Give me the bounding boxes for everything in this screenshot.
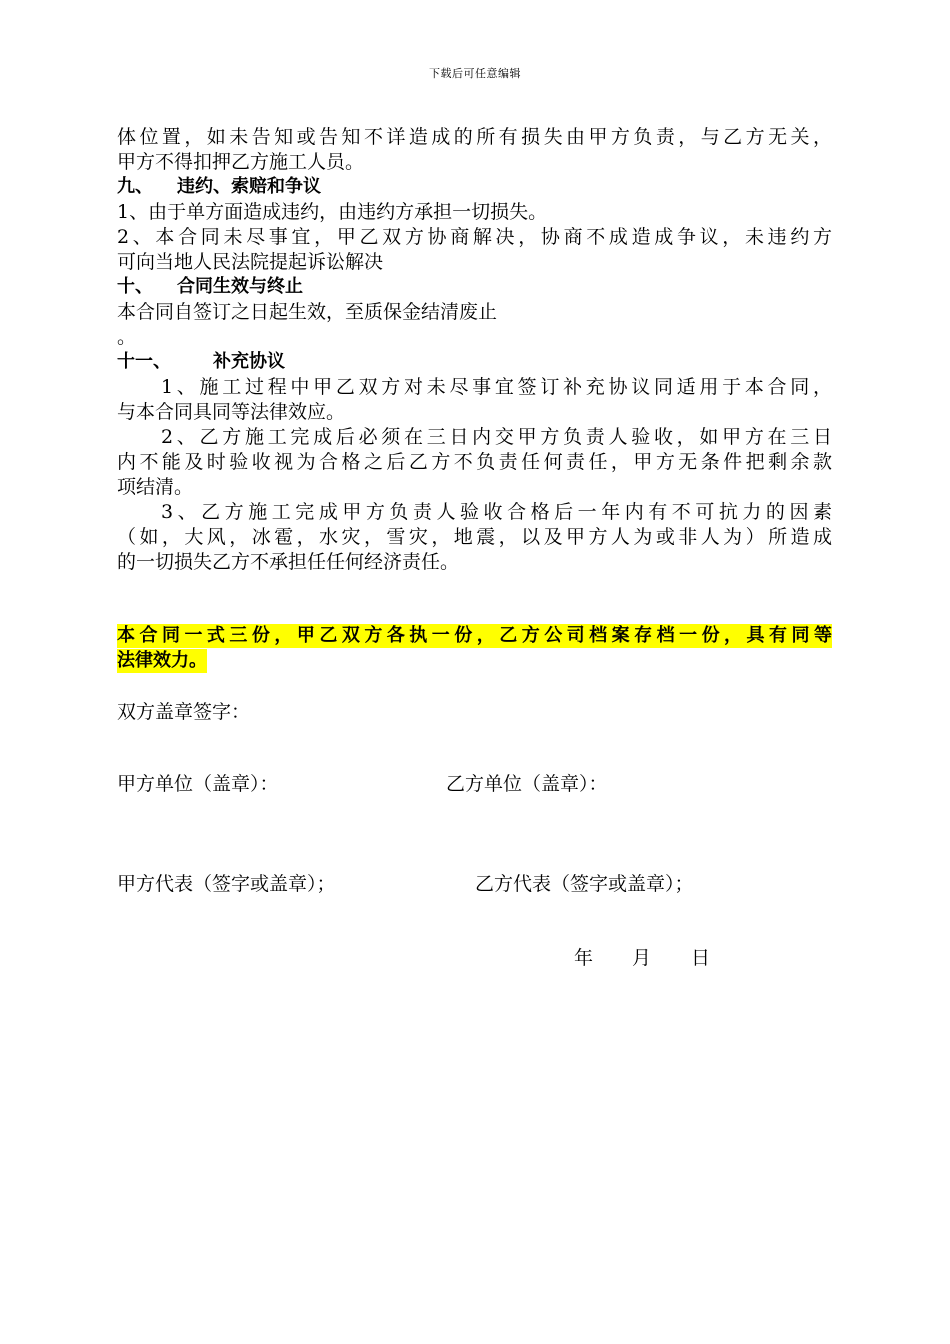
date-day-label: 日 <box>691 947 711 969</box>
section-10-heading <box>117 275 303 299</box>
section-10-number: 十、 <box>117 276 153 297</box>
copies-line-1: 本合同一式三份，甲乙双方各执一份，乙方公司档案存档一份，具有同等 <box>117 625 832 646</box>
section-10-title: 合同生效与终止 <box>177 276 303 297</box>
section-11-heading <box>117 350 285 374</box>
copies-line-2: 法律效力。 <box>117 650 207 671</box>
section-11-title: 补充协议 <box>213 351 285 372</box>
party-b-rep-label: 乙方代表（签字或盖章）； <box>475 873 694 895</box>
date-month-label: 月 <box>632 947 652 969</box>
section-11-p2-line-2: 内不能及时验收视为合格之后乙方不负责任何责任，甲方无条件把剩余款 <box>117 451 832 473</box>
section-10-line-1: 本合同自签订之日起生效，至质保金结清废止 <box>117 301 498 323</box>
date-year-label: 年 <box>574 947 594 969</box>
page-header: 下载后可任意编辑 <box>429 67 521 80</box>
section-9-item-1: 1、由于单方面造成违约，由违约方承担一切损失。 <box>117 201 548 223</box>
section-11-p3-line-2: （如，大风，冰雹，水灾，雪灾，地震，以及甲方人为或非人为）所造成 <box>117 526 832 548</box>
both-parties-sign-label: 双方盖章签字： <box>117 701 251 723</box>
section-9-title: 违约、索赔和争议 <box>177 176 321 197</box>
section-9-number: 九、 <box>117 176 153 197</box>
intro-line-2: 甲方不得扣押乙方施工人员。 <box>117 151 365 173</box>
section-11-p2-line-3: 项结清。 <box>117 476 194 498</box>
party-a-rep-label: 甲方代表（签字或盖章）； <box>117 873 336 895</box>
section-9-item-2-line-1: 2、本合同未尽事宜，甲乙双方协商解决，协商不成造成争议，未违约方 <box>117 226 832 248</box>
section-11-p3-line-1: 3、乙方施工完成甲方负责人验收合格后一年内有不可抗力的因素 <box>161 501 832 523</box>
section-11-number: 十一、 <box>117 351 171 372</box>
intro-line-1: 体位置，如未告知或告知不详造成的所有损失由甲方负责，与乙方无关， <box>117 126 832 148</box>
section-11-p2-line-1: 2、乙方施工完成后必须在三日内交甲方负责人验收，如甲方在三日 <box>161 426 832 448</box>
section-11-p1-line-1: 1、施工过程中甲乙双方对未尽事宜签订补充协议同适用于本合同， <box>161 376 832 398</box>
section-11-p1-line-2: 与本合同具同等法律效应。 <box>117 401 346 423</box>
section-9-item-2-line-2: 可向当地人民法院提起诉讼解决 <box>117 251 384 273</box>
section-10-line-2: 。 <box>117 326 137 348</box>
party-a-unit-label: 甲方单位（盖章）： <box>117 773 279 795</box>
party-b-unit-label: 乙方单位（盖章）： <box>446 773 608 795</box>
section-11-p3-line-3: 的一切损失乙方不承担任任何经济责任。 <box>117 551 460 573</box>
section-9-heading <box>117 175 321 199</box>
